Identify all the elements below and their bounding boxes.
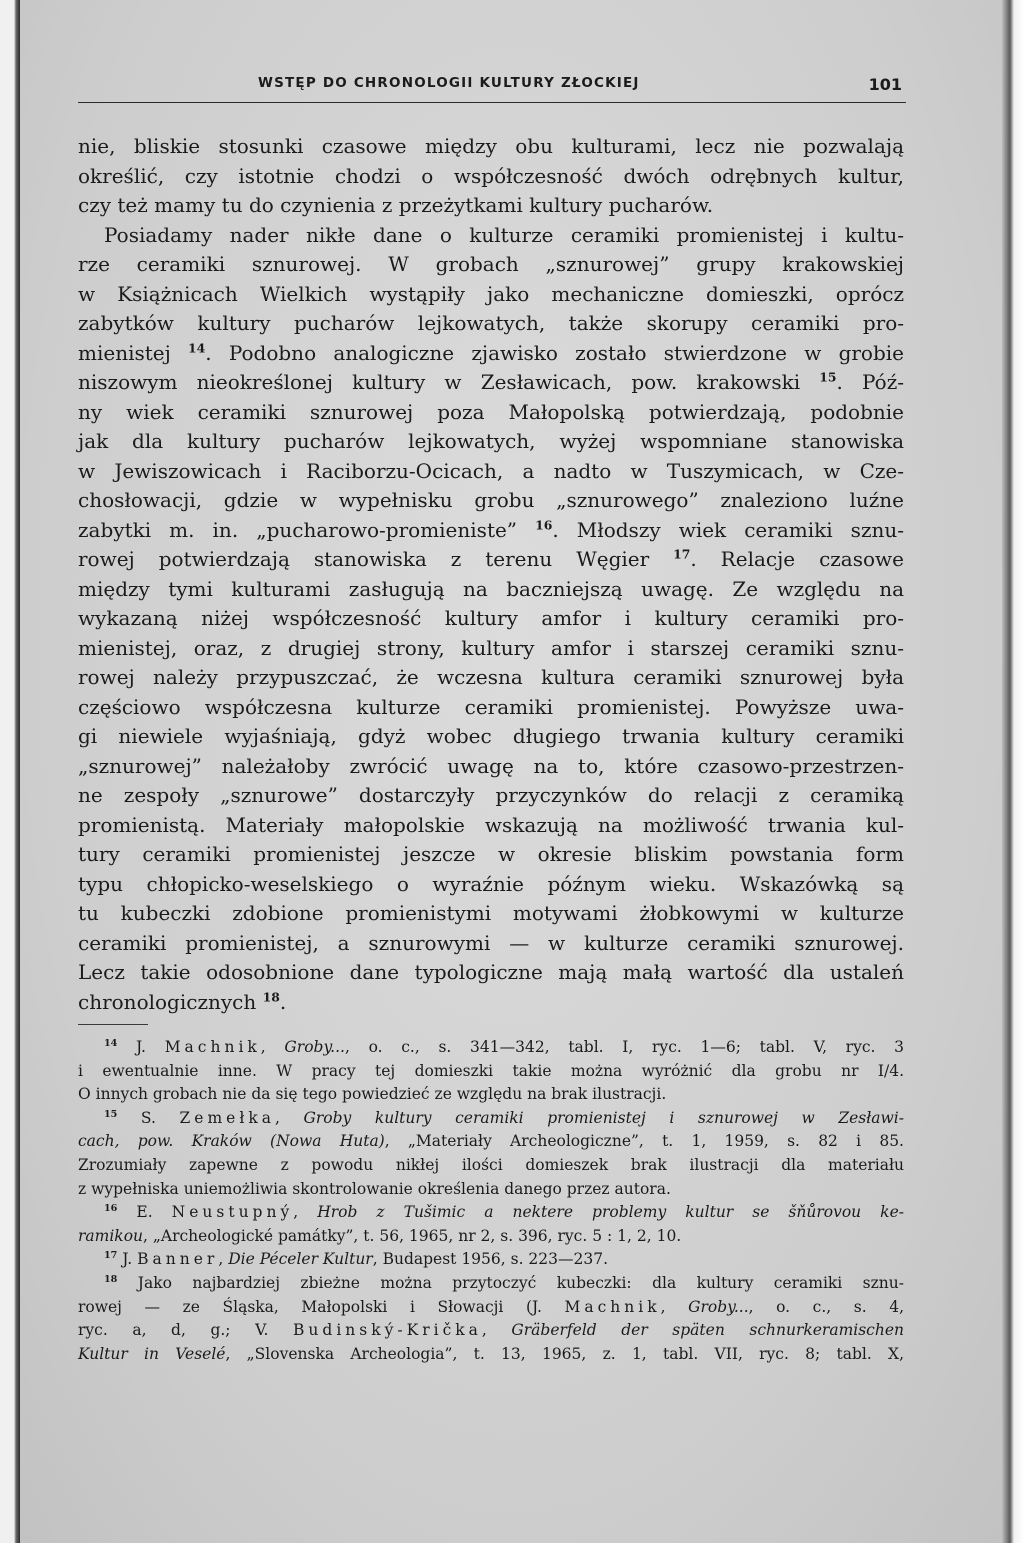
text-line: „sznurowej” należałoby zwrócić uwagę na to, które czasowo-przestrzen-: [78, 753, 904, 778]
text-line: typu chłopicko-weselskiego o wyraźnie późnym wieku. Wskazówką są: [78, 871, 904, 896]
text-line: tury ceramiki promienistej jeszcze w okresie bliskim powstania form: [78, 842, 904, 866]
text-line: wykazaną niżej współczesność kultury amfor i kultury ceramiki pro-: [78, 606, 904, 630]
footnote-line: z wypełniska uniemożliwia skontrolowanie określenia danego przez autora.: [78, 1179, 671, 1198]
footnote-ref: 17: [673, 546, 691, 562]
author-name: Zemełka: [179, 1108, 275, 1127]
author-name: Neustupný: [171, 1203, 294, 1222]
scan-edge-left: [0, 0, 20, 1543]
text-line: w Jewiszowicach i Raciborzu-Ocicach, a nadto w Tuszymicach, w Cze-: [78, 458, 904, 483]
footnotes: [78, 1036, 904, 1366]
text-line: rowej należy przypuszczać, że wczesna kultura ceramiki sznurowej była: [78, 665, 904, 689]
footnote-ref: 15: [819, 369, 837, 385]
work-title: Kultur in Veselé: [78, 1344, 226, 1363]
work-title: Die Péceler Kultur: [228, 1250, 373, 1269]
text-line: Posiadamy nader nikłe dane o kulturze ceramiki promienistej i kultu-: [104, 222, 904, 247]
work-title: Gräberfeld der späten schnurkeramischen: [511, 1321, 904, 1340]
text-line: czy też mamy tu do czynienia z przeżytkami kultury pucharów.: [78, 193, 714, 217]
author-name: Banner: [137, 1250, 219, 1269]
author-name: Machnik: [164, 1038, 261, 1056]
text-line: ceramiki promienistej, a sznurowymi — w kulturze ceramiki sznurowej.: [78, 930, 904, 955]
footnote-line: ryc. a, d, g.; V. Budinský-Krička, Gräberfeld der späten schnurkeramischen: [78, 1321, 904, 1340]
text-line: promienistą. Materiały małopolskie wskazują na możliwość trwania kul-: [78, 812, 904, 837]
text-line: częściowo współczesna kulturze ceramiki promienistej. Powyższe uwa-: [78, 694, 904, 719]
text-line: mienistej $^{14}$. Podobno analogiczne zjawisko zostało stwierdzone w grobie: [78, 339, 905, 365]
text-line: chosłowacji, gdzie w wypełnisku grobu „sznurowego” znaleziono luźne: [78, 488, 904, 512]
text-line: ny wiek ceramiki sznurowej poza Małopolską potwierdzają, podobnie: [78, 399, 904, 424]
work-title: ramikou: [78, 1226, 144, 1245]
scan-edge-right: [1002, 0, 1024, 1543]
text-line: określić, czy istotnie chodzi o współczesność dwóch odrębnych kultur,: [78, 163, 904, 188]
text-line: nie, bliskie stosunki czasowe między obu kulturami, lecz nie pozwalają: [78, 134, 904, 158]
footnote-line: i ewentualnie inne. W pracy tej domieszki takie można wyróżnić dla grobu nr I/4.: [78, 1061, 904, 1080]
text-line: tu kubeczki zdobione promienistymi motywami żłobkowymi w kulturze: [78, 901, 904, 925]
author-name: Machnik: [564, 1297, 661, 1316]
footnote-line: $^{16}$ E. Neustupný, Hrob z Tušimic a nektere problemy kultur se šňůrovou ke-: [104, 1203, 904, 1222]
footnote-line: O innych grobach nie da się tego powiedzieć ze względu na brak ilustracji.: [78, 1085, 667, 1104]
text-line: zabytków kultury pucharów lejkowatych, także skorupy ceramiki pro-: [78, 311, 904, 335]
footnote-line: ramikou, „Archeologické památky”, t. 56, 1965, nr 2, s. 396, ryc. 5 : 1, 2, 10.: [78, 1226, 682, 1245]
footnote-separator: [78, 1024, 148, 1025]
footnote-line: $^{15}$ S. Zemełka, Groby kultury ceramiki promienistej i sznurowej w Zesławi-: [104, 1108, 904, 1127]
footnote-line: $^{17}$ J. Banner, Die Péceler Kultur, Budapest 1956, s. 223—237.: [104, 1250, 609, 1269]
footnote-line: Zrozumiały zapewne z powodu nikłej ilości domieszek brak ilustracji dla materiału: [78, 1155, 904, 1174]
footnote-line: rowej — ze Śląska, Małopolski i Słowacji (J. Machnik, Groby..., o. c., s. 4,: [78, 1297, 905, 1316]
footnote-number: 18: [104, 1273, 118, 1285]
work-title: cach, pow. Kraków (Nowa Huta): [78, 1132, 385, 1151]
footnote-line: cach, pow. Kraków (Nowa Huta), „Materiały Archeologiczne”, t. 1, 1959, s. 82 i 85.: [78, 1132, 904, 1151]
footnote-line: Kultur in Veselé, „Slovenska Archeologia”, t. 13, 1965, z. 1, tabl. VII, ryc. 8; tabl. X,: [78, 1344, 905, 1363]
work-title: Hrob z Tušimic a nektere problemy kultur se šňůrovou ke-: [317, 1203, 904, 1222]
work-title: Groby kultury ceramiki promienistej i sznurowej w Zesławi-: [303, 1108, 904, 1127]
text-line: niszowym nieokreślonej kultury w Zesławicach, pow. krakowski $^{15}$. Póź-: [78, 369, 904, 394]
text-line: zabytki m. in. „pucharowo-promieniste” $^{16}$. Młodszy wiek ceramiki sznu-: [78, 516, 904, 542]
text-line: gi niewiele wyjaśniają, gdyż wobec długiego trwania kultury ceramiki: [78, 724, 904, 748]
text-line: rze ceramiki sznurowej. W grobach „sznurowej” grupy krakowskiej: [78, 252, 904, 276]
text-line: mienistej, oraz, z drugiej strony, kultury amfor i starszej ceramiki sznu-: [78, 635, 904, 660]
footnote-number: 16: [104, 1203, 118, 1214]
text-line: rowej potwierdzają stanowiska z terenu Węgier $^{17}$. Relacje czasowe: [78, 546, 904, 571]
footnote-ref: 18: [262, 988, 280, 1004]
work-title: Groby...: [688, 1297, 749, 1316]
main-text: [78, 132, 904, 1017]
text-line: w Książnicach Wielkich wystąpiły jako mechaniczne domieszki, oprócz: [78, 281, 904, 306]
work-title: Groby...: [284, 1038, 345, 1056]
footnote-line: $^{18}$ Jako najbardziej zbieżne można przytoczyć kubeczki: dla kultury ceramiki sznu-: [104, 1273, 904, 1292]
running-title: WSTĘP DO CHRONOLOGII KULTURY ZŁOCKIEJ: [258, 75, 640, 91]
footnote-line: $^{14}$ J. Machnik, Groby..., o. c., s. 341—342, tabl. I, ryc. 1—6; tabl. V, ryc. 3: [104, 1037, 905, 1056]
footnote-number: 15: [104, 1108, 118, 1120]
footnote-number: 17: [104, 1250, 118, 1262]
author-name: Budinský-Krička: [293, 1321, 482, 1340]
footnote-ref: 16: [535, 516, 553, 532]
text-line: chronologicznych $^{18}$.: [78, 988, 287, 1014]
text-line: Lecz takie odosobnione dane typologiczne mają małą wartość dla ustaleń: [78, 960, 904, 984]
page-number: 101: [868, 75, 902, 94]
text-line: jak dla kultury pucharów lejkowatych, wyżej wspomniane stanowiska: [78, 429, 904, 453]
text-line: między tymi kulturami zasługują na baczniejszą uwagę. Ze względu na: [78, 576, 904, 601]
footnote-ref: 14: [188, 339, 206, 355]
footnote-number: 14: [104, 1037, 118, 1049]
text-line: ne zespoły „sznurowe” dostarczyły przyczynków do relacji z ceramiką: [78, 783, 904, 807]
running-header: [78, 70, 906, 103]
